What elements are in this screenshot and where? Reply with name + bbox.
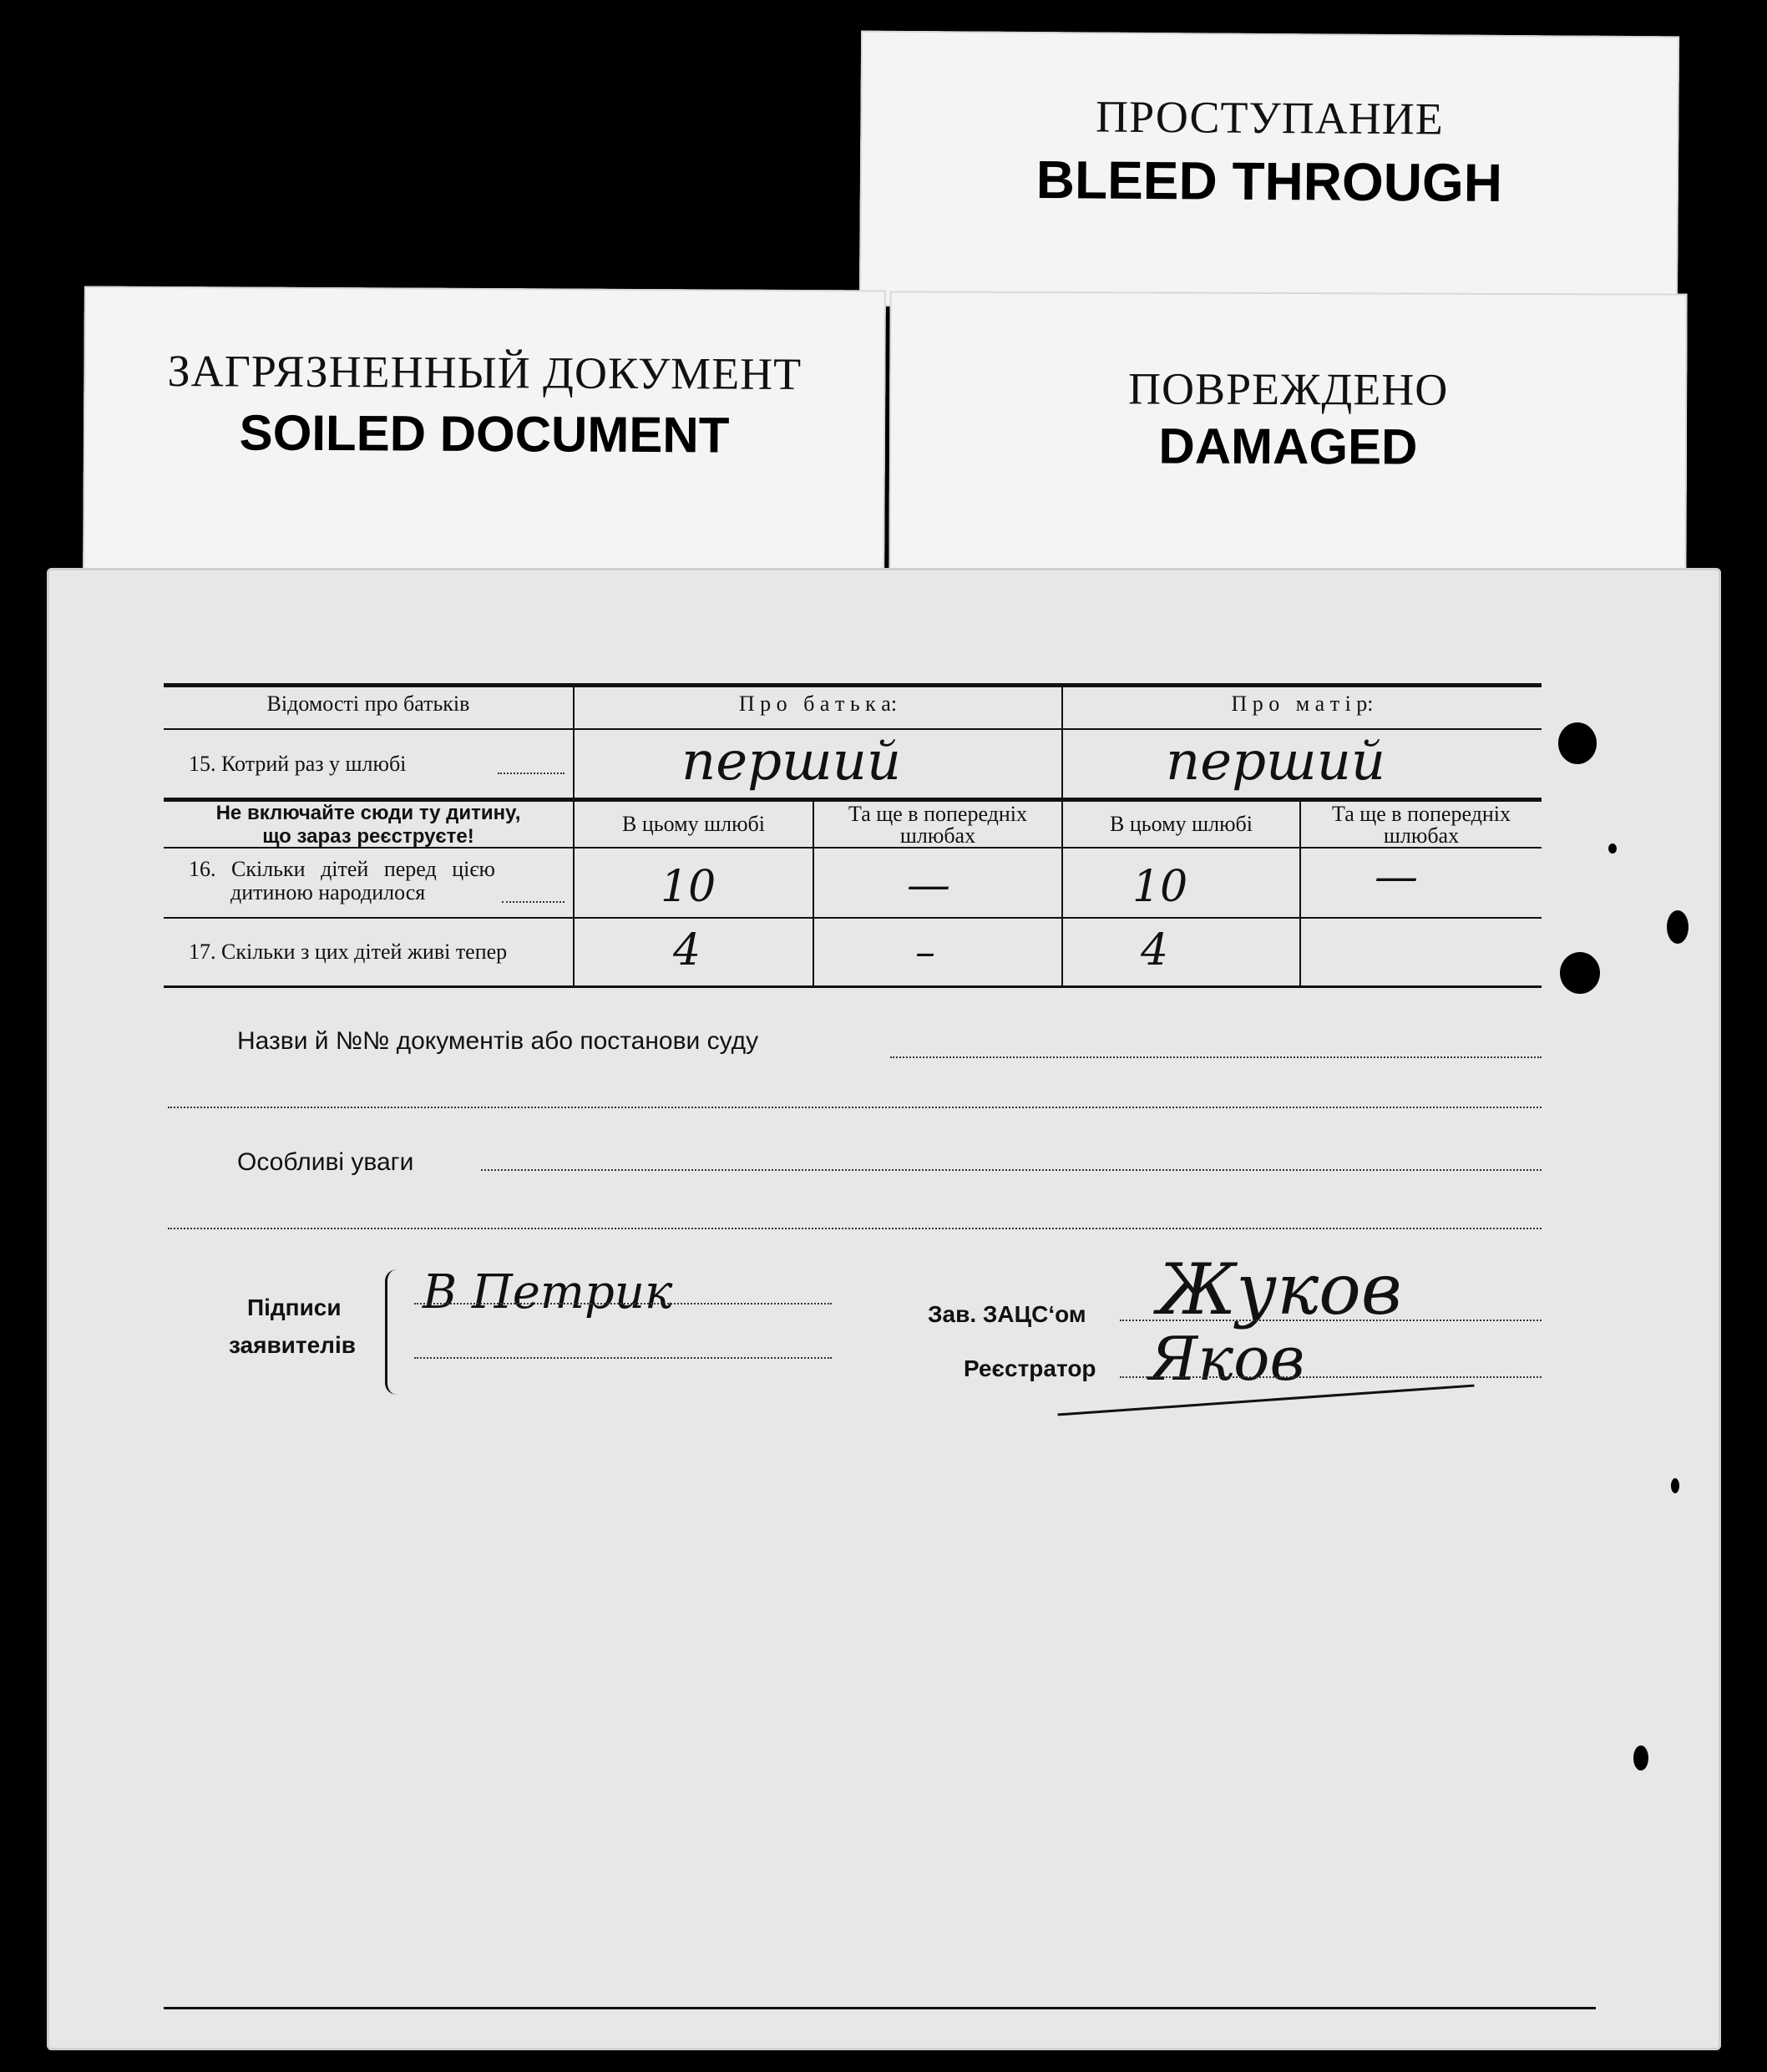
row15-mother-value: перший (1166, 731, 1386, 793)
bleed-through-ru: ПРОСТУПАНИЕ (1095, 91, 1444, 144)
bleed-through-en: BLEED THROUGH (1035, 149, 1503, 213)
applicant-signature: В Петрик (423, 1265, 673, 1320)
row16-label-1: 16. Скільки дітей перед цією (189, 857, 495, 881)
mother-previous-header-2: шлюбах (1383, 823, 1460, 848)
row16-rule (164, 917, 1542, 919)
header-father: П р о б а т ь к а: (738, 692, 898, 716)
applicants-label-2: заявителів (229, 1332, 356, 1358)
header-mother: П р о м а т і р: (1231, 692, 1374, 716)
row16-mother-prev: — (1375, 852, 1418, 902)
header-rule (164, 728, 1542, 730)
row16-father-prev: — (907, 860, 950, 910)
remarks-line-1 (481, 1169, 1542, 1171)
damage-spot (1671, 1478, 1679, 1493)
head-label: Зав. ЗАЦС‘ом (928, 1301, 1086, 1327)
registrar-label: Реєстратор (964, 1355, 1096, 1381)
applicant-sign-line-1 (414, 1303, 832, 1304)
row16-leader (502, 901, 565, 903)
mother-previous-header-1: Та ще в попередніх (1331, 802, 1511, 826)
father-previous-header-2: шлюбах (899, 823, 976, 848)
soiled-document-card (83, 286, 886, 582)
remarks-label: Особливі уваги (237, 1148, 414, 1176)
row17-father-this: 4 (673, 925, 701, 975)
row17-father-prev: – (915, 929, 935, 975)
row17-label: 17. Скільки з цих дітей живі тепер (189, 940, 508, 964)
applicants-label-1: Підписи (247, 1294, 342, 1320)
father-previous-header-1: Та ще в попередніх (848, 802, 1028, 826)
damaged-en: DAMAGED (1158, 418, 1418, 475)
row15-father-value: перший (681, 731, 902, 793)
damage-spot (1608, 843, 1617, 854)
documents-line-1 (890, 1056, 1542, 1058)
applicants-brace (385, 1269, 399, 1395)
registrar-signature: Яков (1149, 1324, 1305, 1394)
note-line1: Не включайте сюди ту дитину, (215, 802, 521, 824)
bleed-through-card (859, 31, 1679, 312)
row16-label-2: дитиною народилося (230, 880, 426, 904)
mother-this-marriage-header: В цьому шлюбі (1110, 812, 1253, 836)
soiled-document-ru: ЗАГРЯЗНЕННЫЙ ДОКУМЕНТ (167, 346, 802, 399)
damage-spot (1633, 1745, 1648, 1771)
punch-hole-top (1558, 722, 1597, 764)
punch-hole-middle (1560, 952, 1600, 994)
sheet-bottom-rule (164, 2007, 1596, 2009)
form-sheet (47, 568, 1721, 2050)
registrar-sign-line (1120, 1376, 1542, 1378)
damaged-ru: ПОВРЕЖДЕНО (1127, 363, 1449, 415)
row15-label: 15. Котрий раз у шлюбі (189, 752, 407, 776)
damaged-card (889, 291, 1687, 581)
documents-line-2 (168, 1107, 1542, 1108)
header-info: Відомості про батьків (266, 692, 470, 716)
damage-spot (1667, 910, 1689, 944)
soiled-document-en: SOILED DOCUMENT (239, 404, 730, 464)
applicant-sign-line-2 (414, 1357, 832, 1359)
row16-mother-this: 10 (1132, 862, 1188, 912)
table-bottom-rule (164, 985, 1542, 988)
father-this-marriage-header: В цьому шлюбі (622, 812, 765, 836)
head-sign-line (1120, 1320, 1542, 1321)
documents-label: Назви й №№ документів або постанови суду (237, 1027, 759, 1055)
table-top-rule (164, 683, 1542, 687)
remarks-line-2 (168, 1228, 1542, 1229)
row17-mother-this: 4 (1141, 925, 1169, 975)
head-signature: Жуков (1157, 1249, 1402, 1330)
row15-leader (498, 773, 565, 774)
row16-father-this: 10 (661, 862, 716, 912)
note-line2: що зараз реєструєте! (262, 825, 474, 848)
